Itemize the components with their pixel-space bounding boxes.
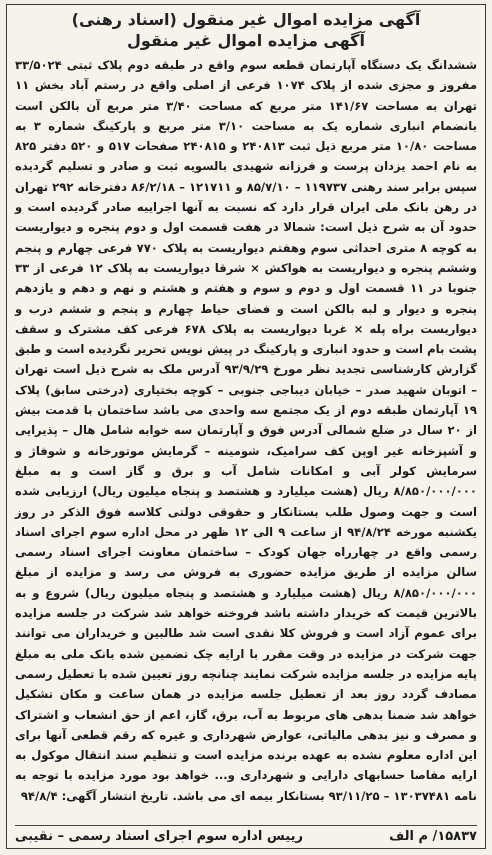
notice-body: ششدانگ یک دستگاه آپارتمان قطعه سوم واقع در طبقه دوم پلاک ثبتی ۳۳/۵۰۲۴ مفروز و مجزی شده از پلاک ۱۰۷۴ فرعی از اصلی واقع در رستم آباد بخش ۱۱ تهران به مساحت ۱۴۱/۶۷ متر مربع که مساحت ۳/۴۰ متر مربع آن بالکن است بانضمام انباری شماره یک به مساحت ۳/۱۰ متر مربع و پارکینگ شماره ۳ به مساحت ۱۰/۸۰ متر مربع ذیل ثبت ۲۴۰۸۱۳ و ۲۴۰۸۱۵ صفحات ۵۱۷ و ۵۲۰ دفتر ۸۲۵ به نام احمد یزدان پرست و فرزانه شهیدی بالسویه ثبت و صادر و تسلیم گردیده سپس برابر سند رهنی ۱۱۹۷۳۷ – ۸۵/۷/۱۰ و ۱۲۱۷۱۱ – ۸۶/۲/۱۸ دفترخانه ۲۹۲ تهران در رهن بانک ملی ایران قرار دارد که نسبت به آنها اجراییه صادر گردیده است و حدود آن به شرح ذیل است: شمالا در هفت قسمت اول و دوم پنجره و دیواریست به کوچه ۸ متری احداثی سوم وهفتم دیواریست به پلاک ۷۷۰ فرعی چهارم و پنجم وششم پنجره و دیواریست به هواکش × شرقا دیواریست به پلاک ۱۲ فرعی از ۳۳ جنوبا در ۱۱ قسمت اول و دوم و سوم و هفتم و هشتم و نهم و دهم و یازدهم پنجره و دیوار و لبه بالکن است و فضای حیاط چهارم و پنجم و ششم درب و دیواریست براه پله × غربا دیواریست به پلاک ۶۷۸ فرعی کف مشترک و سقف پشت بام است و حدود انباری و پارکینگ در پیش نویس تحریر نگردیده است و طبق گزارش کارشناسی تجدید نظر مورخ ۹۳/۹/۲۹ آدرس ملک به شرح ذیل است تهران – اتوبان شهید صدر – خیابان دیباجی جنوبی – کوچه بختیاری (درختی سابق) پلاک ۱۹ آپارتمان طبقه دوم از یک مجتمع سه واحدی می باشد ساختمان با قدمت بیش از ۲۰ سال در ضلع شمالی آدرس فوق و آپارتمان سه خوابه شامل هال – پذیرایی و آشپزخانه غیر اوپن کف سرامیک، شومینه – گرمایش موتورخانه و شوفاژ و سرمایش کولر آبی و امکانات شامل آب و برق و گاز است و به مبلغ ۸/۸۵۰/۰۰۰/۰۰۰ ریال (هشت میلیارد و هشتصد و پنجاه میلیون ریال) ارزیابی شده است و جهت وصول طلب بستانکار و حقوقی دولتی کلاسه فوق الذکر در روز یکشنبه مورخه ۹۴/۸/۲۴ از ساعت ۹ الی ۱۲ ظهر در محل اداره سوم اجرای اسناد رسمی واقع در چهارراه جهان کودک – ساختمان معاونت اجرای اسناد رسمی سالن مزایده از طریق مزایده حضوری به فروش می رسد و مزایده از مبلغ ۸/۸۵۰/۰۰۰/۰۰۰ ریال (هشت میلیارد و هشتصد و پنجاه میلیون ریال) شروع و به بالاترین قیمت که خریدار داشته باشد فروخته خواهد شد شرکت در جلسه مزایده برای عموم آزاد است و فروش کلا نقدی است شد طالبین و خریداران می توانند جهت شرکت در مزایده در وقت مقرر با ارایه چک تضمین شده بانک ملی به مبلغ پایه مزایده در جلسه مزایده شرکت نمایند چنانچه روز تعیین شده با تعطیل رسمی مصادف گردد روز بعد از تعطیل جلسه مزایده در همان ساعت و مکان تشکیل خواهد شد ضمنا بدهی های مربوط به آب، برق، گاز، اعم از حق انشعاب و اشتراک و مصرف و نیز بدهی مالیاتی، عوارض شهرداری و غیره که رقم قطعی آنها برای این اداره معلوم نشده به عهده برنده مزایده است و تنظیم سند انتقال موکول به ارایه مفاصا حسابهای دارایی و شهرداری و... خواهد بود مورد مزایده با توجه به نامه ۱۳۰۳۷۴۸۱ – ۹۳/۱۱/۲۵ بستانکار بیمه ای می باشد. تاریخ انتشار آگهی: ۹۴/۸/۴	[15, 58, 478, 803]
auction-notice	[6, 4, 486, 849]
notice-signature: رییس اداره سوم اجرای اسناد رسمی – نقیبی	[15, 829, 303, 844]
notice-reference: ۱۵۸۳۷/ م الف	[389, 829, 477, 844]
notice-subtitle: آگهی مزایده اموال غیر منقول	[127, 31, 365, 50]
notice-title: آگهی مزایده اموال غیر منقول (اسناد رهنی)	[71, 10, 421, 29]
notice-footer	[15, 825, 477, 844]
